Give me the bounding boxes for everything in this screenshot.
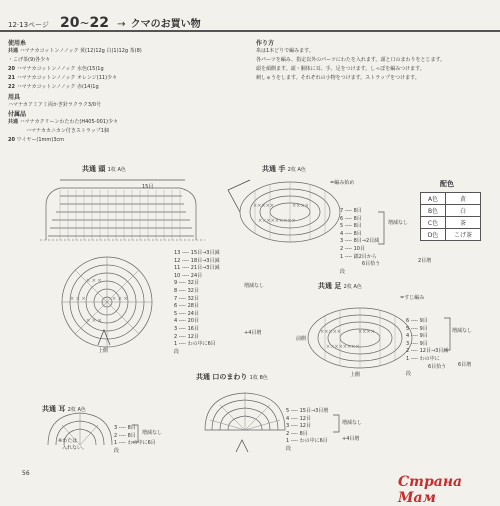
ear-bracket: 増減なし xyxy=(142,430,163,436)
foot-sub: 2枚 A色 xyxy=(343,284,362,290)
head-top-label: 15目 xyxy=(142,184,154,190)
hand-row: 6目拾う xyxy=(362,261,381,268)
hand-row: 6 ---- 8目 xyxy=(340,215,362,222)
foot-step: 段 xyxy=(406,371,412,378)
head-row-list xyxy=(174,250,220,356)
ear-note-1: ※わたは xyxy=(58,438,78,444)
palette-row xyxy=(421,217,481,229)
mouth-row-list xyxy=(286,408,328,454)
foot-bracket: 増減なし xyxy=(452,328,473,334)
hand-title xyxy=(262,165,306,174)
head-bracket-a: 増減なし xyxy=(244,283,265,289)
extra-num: 20 xyxy=(8,137,15,143)
head-row: 5 ---- 24目 xyxy=(174,310,199,317)
palette-value: 黄 xyxy=(446,193,481,205)
mouth-inc: +4目増 xyxy=(342,436,360,442)
ear-row: 2 ---- 8目 xyxy=(114,432,136,439)
palette-key: B色 xyxy=(421,205,446,217)
foot-row: 3 ---- 9目 xyxy=(406,340,428,347)
material-text: ハマナカコットンノノック 黄(12)12g 白(1)12g 茶(8) xyxy=(19,48,142,54)
mouth-bracket: 増減なし xyxy=(342,420,363,426)
svg-text:×××××: ××××× xyxy=(320,329,341,335)
material-text: ・こげ茶(9)各少々 xyxy=(8,57,51,63)
mouth-step: 段 xyxy=(286,445,292,452)
foot-row-list xyxy=(406,318,448,379)
hand-row-list xyxy=(340,208,380,276)
ear-title-text: 共通 耳 xyxy=(42,405,66,413)
material-text: ハマナカコットンノノック 赤(14)1g xyxy=(16,84,99,90)
foot-title-text: 共通 足 xyxy=(318,282,342,290)
ear-step: 段 xyxy=(114,447,120,454)
svg-text:××××: ×××× xyxy=(292,203,309,209)
foot-front: 前側 xyxy=(296,336,307,342)
head-title-text: 共通 頭 xyxy=(82,165,106,173)
mouth-sub: 1枚 B色 xyxy=(249,375,268,381)
mouth-title-text: 共通 口のまわり xyxy=(196,373,248,381)
mouth-row: 4 ---- 12目 xyxy=(286,415,311,422)
palette-title: 配色 xyxy=(440,180,454,188)
foot-legend: =すじ編み xyxy=(400,295,425,301)
head-title xyxy=(82,165,126,174)
material-text: ハマナカコットンノノック 水色(15)1g xyxy=(16,66,104,72)
project-number-to: 22 xyxy=(89,15,110,31)
palette-row xyxy=(421,229,481,241)
page-title: クマのお買い物 xyxy=(130,19,201,30)
hand-step: 段 xyxy=(340,268,346,275)
svg-text:× × ×: × × × xyxy=(70,296,86,302)
head-row: 6 ---- 28目 xyxy=(174,303,199,310)
hand-inc: 2目増 xyxy=(418,258,432,264)
head-row: 8 ---- 32目 xyxy=(174,287,199,294)
extra-num: 共通 xyxy=(8,119,19,125)
ear-title xyxy=(42,405,86,414)
mouth-row: 2 ---- 8目 xyxy=(286,430,308,437)
palette-value: こげ茶 xyxy=(446,229,481,241)
method-heading: 作り方 xyxy=(256,40,275,47)
svg-text:× × ×: × × × xyxy=(112,296,128,302)
palette-row xyxy=(421,205,481,217)
ear-sub: 2枚 A色 xyxy=(67,407,86,413)
head-row: 11 ---- 21目→3目減 xyxy=(174,265,220,272)
hand-row: 7 ---- 8目 xyxy=(340,208,362,214)
palette-value: 茶 xyxy=(446,217,481,229)
extras-heading: 付属品 xyxy=(8,111,27,118)
hand-bracket: 増減なし xyxy=(388,220,409,226)
foot-row: 1 ---- わの中に xyxy=(406,355,440,362)
project-number-tilde: ~ xyxy=(79,16,90,30)
head-row: 1 ---- わの中に6目 xyxy=(174,341,216,348)
hand-row: 4 ---- 8目 xyxy=(340,230,362,237)
foot-title xyxy=(318,282,362,291)
material-num: 20 xyxy=(8,66,15,72)
palette-key: A色 xyxy=(421,193,446,205)
head-row: 10 ---- 24目 xyxy=(174,272,203,279)
watermark-logo: Страна Мам xyxy=(398,474,463,506)
head-row: 3 ---- 16目 xyxy=(174,325,199,332)
head-bracket-b: +4目増 xyxy=(244,330,262,336)
hand-sub: 2枚 A色 xyxy=(287,167,306,173)
head-row: 2 ---- 12目 xyxy=(174,333,199,340)
mouth-row: 3 ---- 12目 xyxy=(286,423,311,430)
material-num: 22 xyxy=(8,84,15,90)
palette-key: C色 xyxy=(421,217,446,229)
head-row: 12 ---- 18目→3目減 xyxy=(174,257,220,264)
head-row: 9 ---- 32目 xyxy=(174,280,199,287)
method-line: 糸は1本どりで編みます。 xyxy=(256,48,314,54)
ear-note-2: 入れない。 xyxy=(62,445,88,451)
method-line: 各パーツを編み、指定以外のパーツにわたを入れます。頭と口のまわりをとじます。 xyxy=(256,57,446,63)
extra-text: ハマナカカニカン付きストラップ1個 xyxy=(26,128,109,134)
hand-title-text: 共通 手 xyxy=(262,165,286,173)
arrow-icon: → xyxy=(117,19,126,30)
head-row: 7 ---- 32目 xyxy=(174,295,199,302)
svg-text:××××: ×××× xyxy=(358,329,375,335)
tools-text: ハマナカアミアミ両かぎ針ラクラク3/0号 xyxy=(8,102,101,108)
mouth-row: 5 ---- 15目→3目増 xyxy=(286,408,329,414)
hand-legend: =編み始め xyxy=(330,180,355,186)
mouth-title xyxy=(196,373,268,382)
head-bottom-label: 上側 xyxy=(98,348,109,354)
material-text: ハマナカコットンノノック オレンジ(11)少々 xyxy=(16,75,118,81)
head-sub: 1枚 A色 xyxy=(107,167,126,173)
hand-row: 3 ---- 8目→2目減 xyxy=(340,238,380,245)
ear-row: 3 ---- 8目 xyxy=(114,425,136,431)
extra-text: ハマナカクリーンわたわた(H405-001)少々 xyxy=(19,119,118,125)
foot-row: 6目拾う xyxy=(428,363,447,370)
svg-text:×××××: ××××× xyxy=(253,203,274,209)
foot-row: 4 ---- 9目 xyxy=(406,333,428,340)
head-row: 4 ---- 20目 xyxy=(174,318,199,325)
method-line: 頭を顔側ます。頭・胴体に耳、手、足をつけます。しっぽを編みつけます。 xyxy=(256,66,425,72)
tools-heading: 用具 xyxy=(8,94,21,101)
palette-row xyxy=(421,193,481,205)
material-num: 21 xyxy=(8,75,15,81)
svg-text:× × ×: × × × xyxy=(86,278,102,284)
svg-text:××××××××: ×××××××× xyxy=(326,344,360,350)
hand-row: 2 ---- 10目 xyxy=(340,245,365,252)
project-number-from: 20 xyxy=(60,15,80,31)
head-row: 13 ---- 15目→3目減 xyxy=(174,250,220,256)
material-num: 共通 xyxy=(8,48,19,54)
page-ref: 12·13ページ xyxy=(8,21,49,29)
foot-row: 6 ---- 9目 xyxy=(406,318,428,324)
materials-heading: 使用糸 xyxy=(8,40,27,47)
mouth-row: 1 ---- わの中に6目 xyxy=(286,438,328,445)
ear-row: 1 ---- わの中に6目 xyxy=(114,440,156,447)
svg-text:× × ×: × × × xyxy=(86,318,102,324)
foot-top: 上側 xyxy=(350,372,361,378)
hand-row: 5 ---- 8目 xyxy=(340,223,362,230)
svg-text:×××××××××: ××××××××× xyxy=(258,218,296,224)
palette-table xyxy=(420,192,481,241)
foot-inc: 6目増 xyxy=(458,362,472,368)
page-number: 56 xyxy=(22,470,30,477)
foot-row: 2 ---- 12目→3目減 xyxy=(406,348,449,355)
extra-text: ワイヤー(1mm)3cm xyxy=(16,137,65,143)
hand-row: 1 ---- 鎖2目から xyxy=(340,253,377,260)
method-line: 刺しゅうをします。それぞれの小物をつけます。ストラップをつけます。 xyxy=(256,75,420,81)
foot-row: 5 ---- 9目 xyxy=(406,325,428,332)
palette-value: 白 xyxy=(446,205,481,217)
head-step: 段 xyxy=(174,348,180,355)
palette-key: D色 xyxy=(421,229,446,241)
